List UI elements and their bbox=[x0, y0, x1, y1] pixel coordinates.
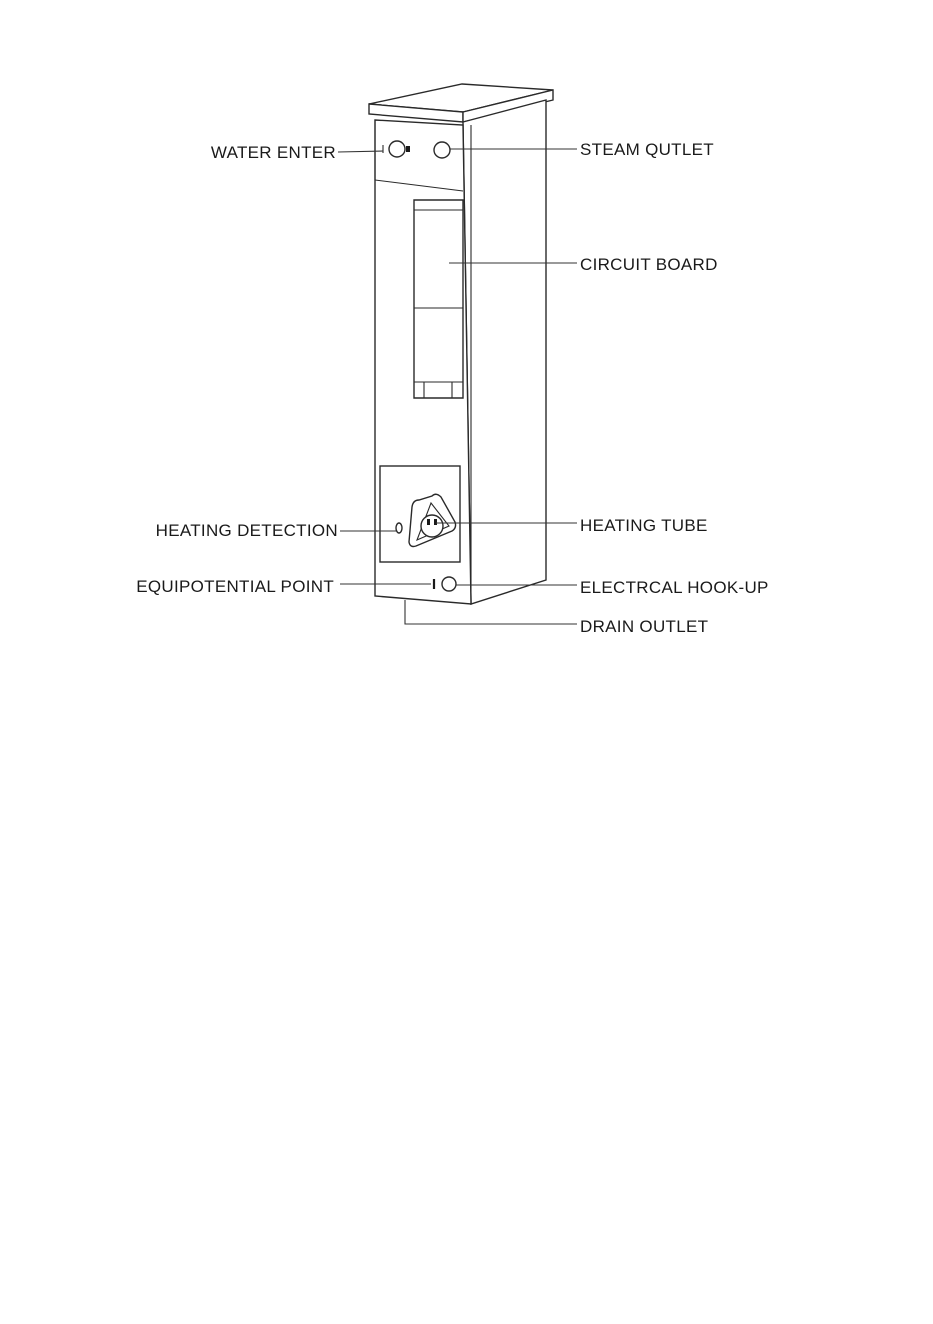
label-equipotential-point: EQUIPOTENTIAL POINT bbox=[136, 577, 334, 596]
heating-detection-sensor bbox=[396, 523, 402, 533]
circuit-board bbox=[414, 200, 463, 398]
label-drain-outlet: DRAIN OUTLET bbox=[580, 617, 709, 636]
label-electrical-hookup: ELECTRCAL HOOK-UP bbox=[580, 578, 769, 597]
label-circuit-board: CIRCUIT BOARD bbox=[580, 255, 718, 274]
label-heating-detection: HEATING DETECTION bbox=[155, 521, 338, 540]
label-heating-tube: HEATING TUBE bbox=[580, 516, 708, 535]
heating-panel bbox=[380, 466, 460, 562]
label-water-enter: WATER ENTER bbox=[210, 143, 336, 162]
leader-drain-outlet bbox=[405, 600, 577, 624]
steam-outlet-port bbox=[434, 142, 450, 158]
cabinet-side-panel bbox=[463, 100, 546, 604]
label-steam-outlet: STEAM QUTLET bbox=[580, 140, 714, 159]
electrical-hookup-port bbox=[442, 577, 456, 591]
